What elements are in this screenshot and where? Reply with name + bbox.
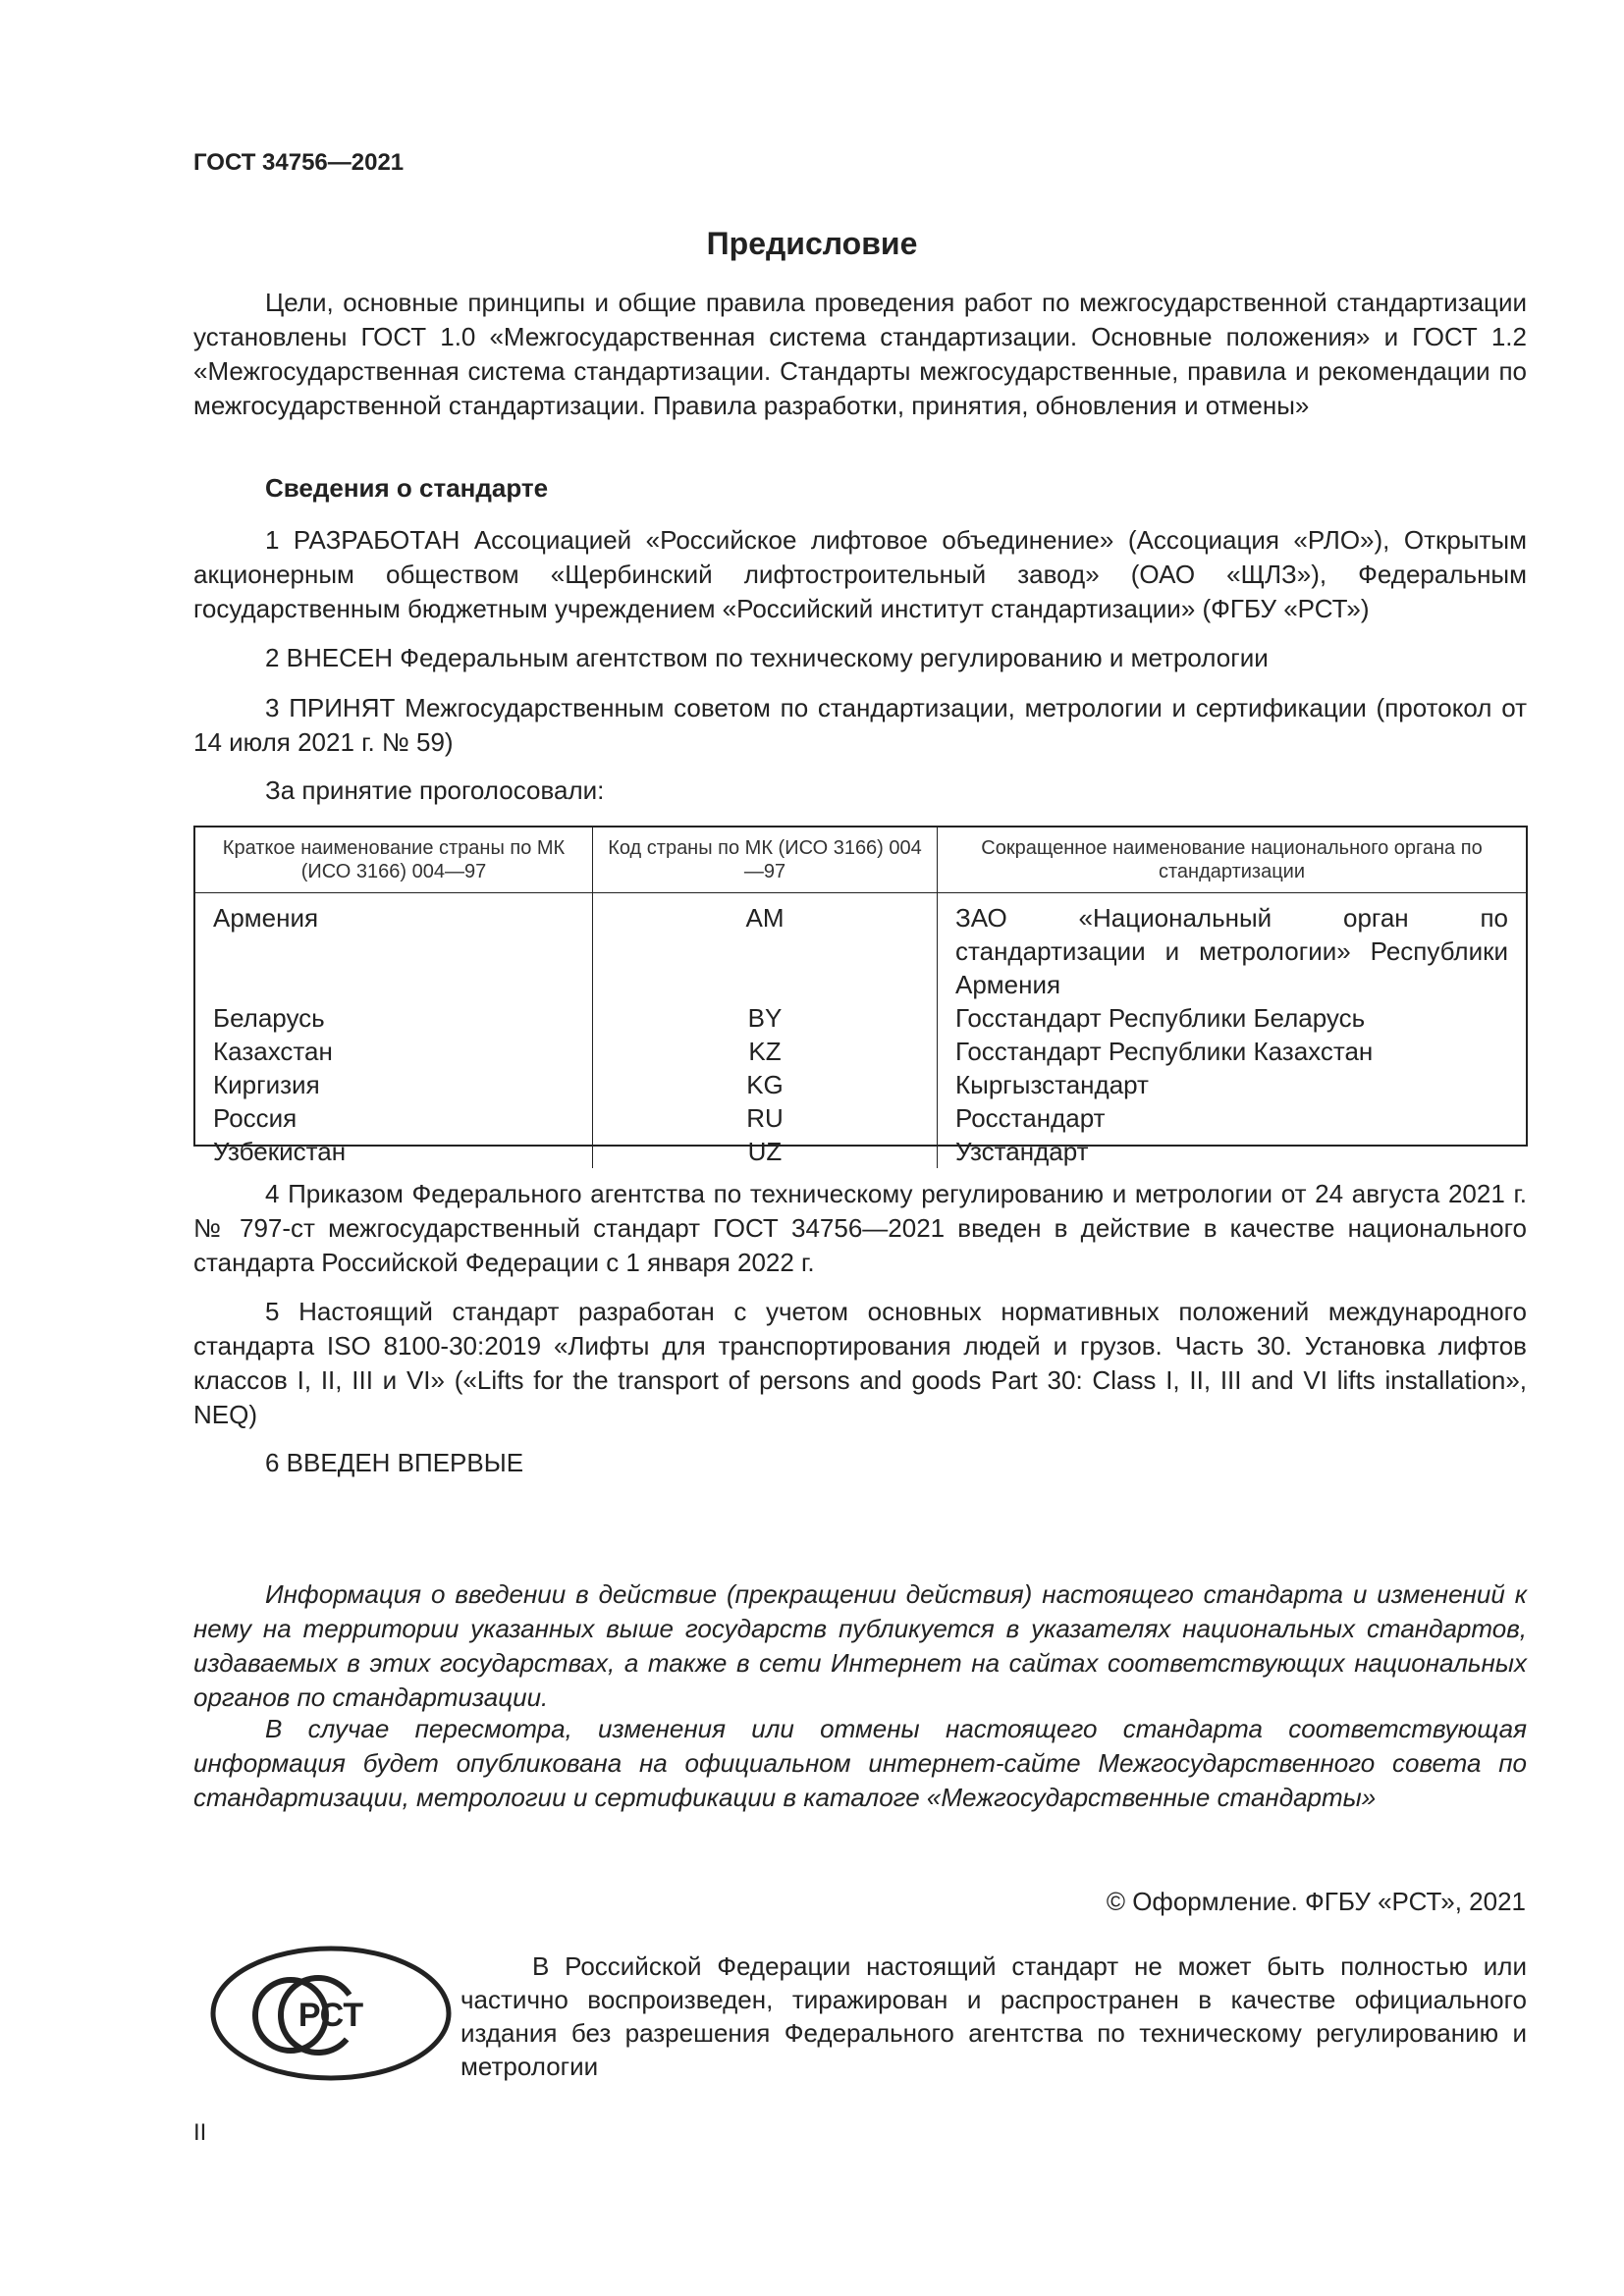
table-cell-code: AM	[593, 893, 938, 1002]
item-1-paragraph: 1 РАЗРАБОТАН Ассоциацией «Российское лифтовое объединение» (Ассоциация «РЛО»), Открытым акционерным обществом «Щербинский лифтостроительный завод» (ОАО «ЩЛЗ»), Федеральным государственным бюджетным учреждением «Российский институт стандартизации» (ФГБУ «РСТ»)	[193, 525, 1527, 623]
info-note-1: Информация о введении в действие (прекращении действия) настоящего стандарта и изменений к нему на территории указанных выше государств публикуется в указателях национальных стандартов, издаваемых в этих государствах, а также в сети Интернет на сайтах соответствующих национальных органов по стандартизации.	[193, 1579, 1527, 1712]
table-header-country: Краткое наименование страны по МК (ИСО 3166) 004—97	[195, 828, 593, 893]
item-3-paragraph: 3 ПРИНЯТ Межгосударственным советом по стандартизации, метрологии и сертификации (протокол от 14 июля 2021 г. № 59)	[193, 693, 1527, 757]
table-cell-country: Киргизия	[195, 1068, 593, 1101]
section-heading: Сведения о стандарте	[265, 473, 549, 503]
item-4-paragraph: 4 Приказом Федерального агентства по техническому регулированию и метрологии от 24 августа 2021 г. № 797-ст межгосударственный стандарт ГОСТ 34756—2021 введен в действие в качестве национального стандарта Российской Федерации с 1 января 2022 г.	[193, 1179, 1527, 1277]
copyright-line: © Оформление. ФГБУ «РСТ», 2021	[1106, 1887, 1526, 1916]
item-2-paragraph: 2 ВНЕСЕН Федеральным агентством по техническому регулированию и метрологии	[265, 643, 1269, 672]
info-note-2: В случае пересмотра, изменения или отмены настоящего стандарта соответствующая информация будет опубликована на официальном интернет-сайте Межгосударственного совета по стандартизации, метрологии и сертификации в каталоге «Межгосударственные стандарты»	[193, 1714, 1527, 1812]
item-6-paragraph: 6 ВВЕДЕН ВПЕРВЫЕ	[265, 1448, 524, 1477]
page-number: II	[193, 2119, 207, 2146]
vote-intro: За принятие проголосовали:	[265, 775, 605, 805]
table-cell-organ: Госстандарт Республики Казахстан	[955, 1037, 1374, 1066]
table-cell-organ: ЗАО «Национальный орган по стандартизации и метрологии» Республики Армения	[955, 903, 1508, 999]
table-cell-code: KZ	[593, 1035, 938, 1068]
table-header-code: Код страны по МК (ИСО 3166) 004—97	[593, 828, 938, 893]
table-row	[195, 1135, 1526, 1168]
table-row	[195, 1035, 1526, 1068]
table-cell-country: Беларусь	[195, 1001, 593, 1035]
table-cell-organ: Узстандарт	[955, 1137, 1089, 1166]
table-row	[195, 1068, 1526, 1101]
table-cell-organ: Росстандарт	[955, 1103, 1106, 1133]
table-cell-code: UZ	[593, 1135, 938, 1168]
table-cell-code: BY	[593, 1001, 938, 1035]
table-cell-country: Армения	[195, 893, 593, 1002]
copyright-notice: В Российской Федерации настоящий стандарт не может быть полностью или частично воспроизведен, тиражирован и распространен в качестве официального издания без разрешения Федерального агентства по техническому регулированию и метрологии	[460, 1951, 1527, 2081]
table-cell-organ: Госстандарт Республики Беларусь	[955, 1003, 1366, 1033]
table-cell-country: Казахстан	[195, 1035, 593, 1068]
intro-paragraph: Цели, основные принципы и общие правила проведения работ по межгосударственной стандартизации установлены ГОСТ 1.0 «Межгосударственная система стандартизации. Основные положения» и ГОСТ 1.2 «Межгосударственная система стандартизации. Стандарты межгосударственные, правила и рекомендации по межгосударственной стандартизации. Правила разработки, принятия, обновления и отмены»	[193, 288, 1527, 420]
table-row	[195, 1001, 1526, 1035]
table-header-organ: Сокращенное наименование национального органа по стандартизации	[938, 828, 1527, 893]
rst-logo-icon	[210, 1945, 452, 2082]
table-cell-code: KG	[593, 1068, 938, 1101]
table-row	[195, 1101, 1526, 1135]
table-cell-code: RU	[593, 1101, 938, 1135]
voting-table	[193, 826, 1528, 1166]
page-title: Предисловие	[706, 226, 918, 261]
table-cell-organ: Кыргызстандарт	[955, 1070, 1149, 1099]
table-cell-country: Россия	[195, 1101, 593, 1135]
table-row	[195, 893, 1526, 1002]
svg-text:РСТ: РСТ	[298, 1997, 364, 2034]
document-code: ГОСТ 34756—2021	[193, 149, 405, 176]
table-cell-country: Узбекистан	[195, 1135, 593, 1168]
item-5-paragraph: 5 Настоящий стандарт разработан с учетом основных нормативных положений международного стандарта ISO 8100-30:2019 «Лифты для транспортирования людей и грузов. Часть 30. Установка лифтов классов I, II, III и VI» («Lifts for the transport of persons and goods Part 30: Class I, II, III and VI lifts installation», NEQ)	[193, 1297, 1527, 1429]
